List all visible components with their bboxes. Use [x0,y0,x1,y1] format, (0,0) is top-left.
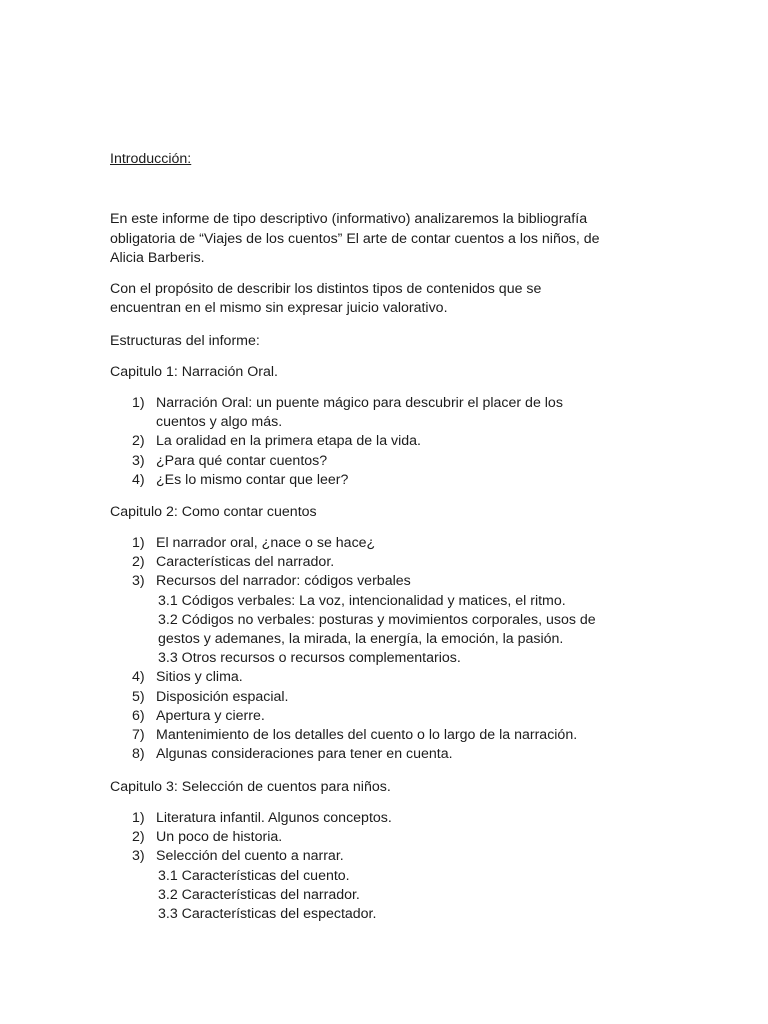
intro-line-2: obligatoria de “Viajes de los cuentos” El arte de contar cuentos a los niños, de [110,231,600,247]
list-item [132,394,563,432]
list-number: 2) [132,829,145,846]
list-text: ¿Es lo mismo contar que leer? [156,471,349,488]
list-item [132,553,596,572]
sub-item-text: 3.2 Códigos no verbales: posturas y movimientos corporales, usos de [158,611,596,628]
sub-item-text: 3.3 Otros recursos o recursos complementarios. [158,650,461,667]
list-text: Literatura infantil. Algunos conceptos. [156,810,392,826]
list-item [132,707,596,726]
list-item [132,572,596,591]
list-text: Algunas consideraciones para tener en cuenta. [156,746,453,763]
sub-item-text: 3.1 Códigos verbales: La voz, intencionalidad y matices, el ritmo. [158,592,566,609]
sub-item [132,592,596,611]
list-item [132,668,596,687]
sub-item-text: gestos y ademanes, la mirada, la energía, la emoción, la pasión. [158,631,564,648]
list-number: 1) [132,810,145,826]
list-number: 4) [132,471,145,488]
list-text: Sitios y clima. [156,669,243,686]
list-number: 6) [132,707,145,724]
list-number: 3) [132,452,145,469]
list-item [132,534,596,553]
sub-item [132,611,596,630]
list-text: Selección del cuento a narrar. [156,848,344,865]
sub-item [132,649,596,668]
list-item [132,688,596,707]
list-item [132,745,596,764]
sub-item [132,867,392,886]
list-text: La oralidad en la primera etapa de la vida. [156,433,422,450]
list-number: 4) [132,669,145,686]
list-item [132,452,563,471]
chapter2-title: Capitulo 2: Como contar cuentos [110,504,317,520]
sub-item-text: 3.2 Características del narrador. [158,886,360,903]
list-text: Un poco de historia. [156,829,283,846]
intro-line-3: Alicia Barberis. [110,250,205,266]
sub-item-text: 3.3 Características del espectador. [158,906,377,923]
list-text: ¿Para qué contar cuentos? [156,452,328,469]
list-number: 8) [132,746,145,763]
list-number: 7) [132,727,145,744]
chapter2-list [132,534,596,764]
list-number: 5) [132,688,145,705]
purpose-line-2: encuentran en el mismo sin expresar juicio valorativo. [110,300,448,316]
list-number: 2) [132,554,145,571]
sub-item [132,630,596,649]
chapter1-list [132,394,563,490]
list-number: 1) [132,535,145,551]
list-text: Características del narrador. [156,554,335,571]
list-text: Mantenimiento de los detalles del cuento o lo largo de la narración. [156,727,578,744]
structure-label: Estructuras del informe: [110,333,260,349]
list-text: Apertura y cierre. [156,707,265,724]
chapter3-title: Capitulo 3: Selección de cuentos para niños. [110,779,391,795]
sub-item [132,905,392,924]
list-text: Narración Oral: un puente mágico para descubrir el placer de los [156,395,563,411]
list-item [132,726,596,745]
intro-line-1: En este informe de tipo descriptivo (informativo) analizaremos la bibliografía [110,211,588,227]
list-item [132,847,392,866]
sub-item [132,886,392,905]
purpose-line-1: Con el propósito de describir los distintos tipos de contenidos que se [110,281,542,297]
chapter1-title: Capitulo 1: Narración Oral. [110,364,278,380]
list-number: 1) [132,395,145,411]
list-text: El narrador oral, ¿nace o se hace¿ [156,535,376,551]
list-item [132,432,563,451]
list-text: Disposición espacial. [156,688,289,705]
chapter3-list [132,809,392,924]
list-number: 2) [132,433,145,450]
list-text: cuentos y algo más. [156,414,283,431]
list-text: Recursos del narrador: códigos verbales [156,573,411,590]
list-number: 3) [132,573,145,590]
list-item [132,809,392,828]
sub-item-text: 3.1 Características del cuento. [158,867,350,884]
list-item [132,828,392,847]
list-item [132,471,563,490]
list-number: 3) [132,848,145,865]
intro-heading: Introducción: [110,151,192,167]
